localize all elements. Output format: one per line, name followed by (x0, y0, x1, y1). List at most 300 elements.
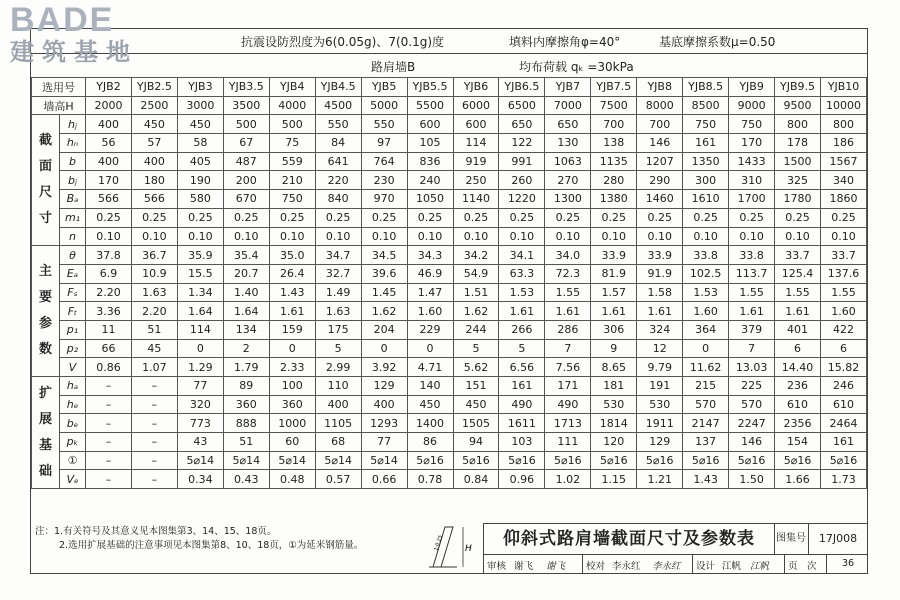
section-title: 截 面 尺 寸 (32, 115, 60, 246)
value-cell: 1567 (821, 152, 867, 171)
model-cell: YJB6 (453, 78, 499, 97)
value-cell: 34.5 (361, 246, 407, 265)
value-cell: 1.07 (131, 358, 177, 377)
value-cell: 220 (315, 171, 361, 190)
value-cell: 360 (269, 395, 315, 414)
value-cell: 5 (315, 339, 361, 358)
value-cell: 0.10 (775, 227, 821, 246)
value-cell: 340 (821, 171, 867, 190)
value-cell: 773 (177, 414, 223, 433)
value-cell: 1911 (637, 414, 683, 433)
value-cell: 100 (269, 377, 315, 396)
designer-name: 江帆 (722, 561, 742, 572)
value-cell: 919 (453, 152, 499, 171)
table-row (32, 171, 867, 190)
parameter-symbol: Vₑ (60, 470, 86, 489)
value-cell: 0.25 (223, 208, 269, 227)
signature-row (484, 554, 868, 574)
value-cell: 270 (545, 171, 591, 190)
value-cell: 7 (729, 339, 775, 358)
value-cell: 450 (453, 395, 499, 414)
value-cell: 34.3 (407, 246, 453, 265)
value-cell: 210 (269, 171, 315, 190)
value-cell: 114 (177, 320, 223, 339)
parameter-symbol: bⱼ (60, 171, 86, 190)
proofer-name: 李永红 (612, 561, 641, 572)
value-cell: 190 (177, 171, 223, 190)
value-cell: 566 (86, 190, 132, 209)
parameter-symbol: Eₐ (60, 264, 86, 283)
value-cell: 6 (775, 339, 821, 358)
value-cell: 1.61 (637, 302, 683, 321)
table-row (32, 470, 867, 489)
height-cell: 6500 (499, 96, 545, 115)
value-cell: 12 (637, 339, 683, 358)
value-cell: 122 (499, 134, 545, 153)
model-cell: YJB8 (637, 78, 683, 97)
value-cell: 5⌀14 (361, 451, 407, 470)
value-cell: 1780 (775, 190, 821, 209)
value-cell: 1.63 (315, 302, 361, 321)
proof-label: 校对 (586, 561, 606, 572)
page-label: 页 次 (788, 561, 817, 572)
value-cell: 0.10 (821, 227, 867, 246)
value-cell: 320 (177, 395, 223, 414)
value-cell: 5.62 (453, 358, 499, 377)
value-cell: 151 (453, 377, 499, 396)
value-cell: – (86, 377, 132, 396)
reviewer-signature: 谢飞 (546, 561, 566, 572)
value-cell: 1300 (545, 190, 591, 209)
value-cell: 146 (729, 433, 775, 452)
value-cell: 1.60 (821, 302, 867, 321)
value-cell: 650 (499, 115, 545, 134)
model-cell: YJB7 (545, 78, 591, 97)
height-cell: 3000 (177, 96, 223, 115)
value-cell: 1.43 (683, 470, 729, 489)
value-cell: 4.71 (407, 358, 453, 377)
value-cell: 111 (545, 433, 591, 452)
value-cell: 134 (223, 320, 269, 339)
value-cell: 1135 (591, 152, 637, 171)
value-cell: 840 (315, 190, 361, 209)
height-label: H (465, 544, 472, 554)
model-cell: YJB2.5 (131, 78, 177, 97)
value-cell: 1.55 (545, 283, 591, 302)
value-cell: 34.2 (453, 246, 499, 265)
value-cell: 0.10 (637, 227, 683, 246)
value-cell: 1000 (269, 414, 315, 433)
value-cell: 125.4 (775, 264, 821, 283)
value-cell: 33.7 (821, 246, 867, 265)
model-cell: YJB4 (269, 78, 315, 97)
parameter-symbol: p₁ (60, 320, 86, 339)
brand-logo-text: BADE (10, 1, 115, 39)
value-cell: – (131, 377, 177, 396)
value-cell: 0.86 (86, 358, 132, 377)
value-cell: 1.73 (821, 470, 867, 489)
value-cell: 1.02 (545, 470, 591, 489)
parameter-symbol: b (60, 152, 86, 171)
value-cell: 2 (223, 339, 269, 358)
value-cell: 0.25 (775, 208, 821, 227)
height-cell: 8500 (683, 96, 729, 115)
note-line-1: 注：1.有关符号及其意义见本图集第3、14、15、18页。 (35, 526, 277, 537)
model-cell: YJB10 (821, 78, 867, 97)
value-cell: 13.03 (729, 358, 775, 377)
value-cell: 1.55 (821, 283, 867, 302)
value-cell: 0.10 (729, 227, 775, 246)
value-cell: 490 (499, 395, 545, 414)
value-cell: 129 (361, 377, 407, 396)
page-number: 36 (842, 558, 855, 569)
value-cell: 0.25 (177, 208, 223, 227)
value-cell: 34.0 (545, 246, 591, 265)
value-cell: 0.25 (637, 208, 683, 227)
value-cell: 161 (499, 377, 545, 396)
value-cell: – (86, 414, 132, 433)
height-cell: 4000 (269, 96, 315, 115)
friction-angle: 填料内摩擦角φ=40° (509, 35, 621, 49)
seismic-intensity: 抗震设防烈度为6(0.05g)、7(0.1g)度 (241, 35, 445, 49)
value-cell: 1.47 (407, 283, 453, 302)
value-cell: 1.62 (361, 302, 407, 321)
value-cell: 266 (499, 320, 545, 339)
value-cell: 1105 (315, 414, 361, 433)
value-cell: 5⌀16 (775, 451, 821, 470)
value-cell: 2147 (683, 414, 729, 433)
value-cell: 43 (177, 433, 223, 452)
value-cell: 0.25 (821, 208, 867, 227)
value-cell: 33.8 (683, 246, 729, 265)
parameter-symbol: hₐ (60, 377, 86, 396)
value-cell: 120 (591, 433, 637, 452)
value-cell: 530 (637, 395, 683, 414)
value-cell: 72.3 (545, 264, 591, 283)
value-cell: 7.56 (545, 358, 591, 377)
parameter-symbol: V (60, 358, 86, 377)
value-cell: 0.25 (407, 208, 453, 227)
model-cell: YJB9 (729, 78, 775, 97)
table-row (32, 339, 867, 358)
value-cell: 1293 (361, 414, 407, 433)
value-cell: 306 (591, 320, 637, 339)
value-cell: 0.25 (86, 208, 132, 227)
value-cell: – (131, 395, 177, 414)
note-line-2: 2.选用扩展基础的注意事项见本图集第8、10、18页，①为延米钢筋量。 (59, 540, 364, 551)
value-cell: 600 (407, 115, 453, 134)
value-cell: 35.0 (269, 246, 315, 265)
height-cell: 9000 (729, 96, 775, 115)
value-cell: 570 (729, 395, 775, 414)
value-cell: 6 (821, 339, 867, 358)
height-cell: 7500 (591, 96, 637, 115)
value-cell: 1.61 (591, 302, 637, 321)
table-row (32, 134, 867, 153)
value-cell: 105 (407, 134, 453, 153)
value-cell: 161 (683, 134, 729, 153)
value-cell: 66 (86, 339, 132, 358)
value-cell: 175 (315, 320, 361, 339)
value-cell: 670 (223, 190, 269, 209)
value-cell: 1.51 (453, 283, 499, 302)
value-cell: 0.10 (545, 227, 591, 246)
value-cell: 6.56 (499, 358, 545, 377)
value-cell: 170 (729, 134, 775, 153)
value-cell: 1050 (407, 190, 453, 209)
value-cell: 650 (545, 115, 591, 134)
wall-type: 路肩墙B (371, 60, 416, 74)
value-cell: 1.58 (637, 283, 683, 302)
atlas-label: 图集号 (774, 524, 809, 555)
value-cell: 10.9 (131, 264, 177, 283)
value-cell: 1.21 (637, 470, 683, 489)
value-cell: 129 (637, 433, 683, 452)
value-cell: 225 (729, 377, 775, 396)
parameter-symbol: Fₜ (60, 302, 86, 321)
value-cell: 290 (637, 171, 683, 190)
value-cell: 0.10 (223, 227, 269, 246)
height-cell: 4500 (315, 96, 361, 115)
value-cell: 5⌀16 (821, 451, 867, 470)
value-cell: 33.7 (775, 246, 821, 265)
value-cell: 0.48 (269, 470, 315, 489)
value-cell: 1.60 (407, 302, 453, 321)
value-cell: 1.55 (775, 283, 821, 302)
value-cell: 0.10 (361, 227, 407, 246)
value-cell: 51 (131, 320, 177, 339)
value-cell: 11.62 (683, 358, 729, 377)
model-cell: YJB7.5 (591, 78, 637, 97)
value-cell: 422 (821, 320, 867, 339)
value-cell: 154 (775, 433, 821, 452)
parameter-symbol: θ (60, 246, 86, 265)
table-row (32, 377, 867, 396)
value-cell: 0.25 (315, 208, 361, 227)
design-label: 设计 (696, 561, 716, 572)
value-cell: 86 (407, 433, 453, 452)
value-cell: 0.57 (315, 470, 361, 489)
value-cell: 11 (86, 320, 132, 339)
height-label: 墙高H (32, 96, 86, 115)
value-cell: 0 (407, 339, 453, 358)
value-cell: 5⌀16 (637, 451, 683, 470)
value-cell: 550 (315, 115, 361, 134)
value-cell: 178 (775, 134, 821, 153)
value-cell: 33.9 (637, 246, 683, 265)
value-cell: 191 (637, 377, 683, 396)
value-cell: 487 (223, 152, 269, 171)
value-cell: 610 (775, 395, 821, 414)
value-cell: 1380 (591, 190, 637, 209)
value-cell: 0 (269, 339, 315, 358)
value-cell: 2356 (775, 414, 821, 433)
parameter-symbol: p₂ (60, 339, 86, 358)
model-cell: YJB3 (177, 78, 223, 97)
value-cell: 1814 (591, 414, 637, 433)
table-row (32, 264, 867, 283)
value-cell: 1.64 (223, 302, 269, 321)
value-cell: 1.62 (453, 302, 499, 321)
value-cell: 35.4 (223, 246, 269, 265)
value-cell: 800 (821, 115, 867, 134)
value-cell: – (131, 414, 177, 433)
value-cell: 280 (591, 171, 637, 190)
value-cell: 1.55 (729, 283, 775, 302)
value-cell: 51 (223, 433, 269, 452)
height-cell: 3500 (223, 96, 269, 115)
value-cell: 244 (453, 320, 499, 339)
value-cell: 3.36 (86, 302, 132, 321)
table-row (32, 358, 867, 377)
value-cell: 5⌀14 (223, 451, 269, 470)
drawing-sheet (30, 28, 868, 574)
table-row (32, 227, 867, 246)
value-cell: 60 (269, 433, 315, 452)
value-cell: 0.10 (407, 227, 453, 246)
value-cell: 325 (775, 171, 821, 190)
value-cell: 1.40 (223, 283, 269, 302)
value-cell: 750 (729, 115, 775, 134)
value-cell: 102.5 (683, 264, 729, 283)
value-cell: 97 (361, 134, 407, 153)
value-cell: 20.7 (223, 264, 269, 283)
value-cell: 34.7 (315, 246, 361, 265)
value-cell: 1505 (453, 414, 499, 433)
value-cell: 0.10 (131, 227, 177, 246)
value-cell: 1140 (453, 190, 499, 209)
model-cell: YJB8.5 (683, 78, 729, 97)
value-cell: 180 (131, 171, 177, 190)
value-cell: 110 (315, 377, 361, 396)
value-cell: 5⌀16 (545, 451, 591, 470)
value-cell: 229 (407, 320, 453, 339)
atlas-number: 17J008 (808, 524, 868, 555)
value-cell: 1.61 (775, 302, 821, 321)
value-cell: 34.1 (499, 246, 545, 265)
value-cell: 5⌀14 (269, 451, 315, 470)
parameter-symbol: hₙ (60, 134, 86, 153)
value-cell: 36.7 (131, 246, 177, 265)
value-cell: 364 (683, 320, 729, 339)
table-row (32, 451, 867, 470)
value-cell: 5⌀16 (407, 451, 453, 470)
section-title: 主 要 参 数 (32, 246, 60, 377)
notes (35, 525, 363, 553)
value-cell: 113.7 (729, 264, 775, 283)
height-cell: 2500 (131, 96, 177, 115)
value-cell: 700 (591, 115, 637, 134)
value-cell: 5 (453, 339, 499, 358)
value-cell: 5⌀16 (591, 451, 637, 470)
value-cell: 1860 (821, 190, 867, 209)
value-cell: 1.34 (177, 283, 223, 302)
value-cell: – (86, 433, 132, 452)
value-cell: 0.25 (545, 208, 591, 227)
value-cell: 260 (499, 171, 545, 190)
table-row (32, 395, 867, 414)
value-cell: 0.25 (131, 208, 177, 227)
value-cell: 0.25 (453, 208, 499, 227)
value-cell: 0 (177, 339, 223, 358)
value-cell: 46.9 (407, 264, 453, 283)
value-cell: 1460 (637, 190, 683, 209)
value-cell: 3.92 (361, 358, 407, 377)
value-cell: 324 (637, 320, 683, 339)
value-cell: 84 (315, 134, 361, 153)
value-cell: 1207 (637, 152, 683, 171)
value-cell: 550 (361, 115, 407, 134)
title-block (483, 523, 868, 574)
parameter-symbol: pₖ (60, 433, 86, 452)
value-cell: 15.5 (177, 264, 223, 283)
value-cell: 0.25 (499, 208, 545, 227)
value-cell: – (86, 395, 132, 414)
value-cell: – (86, 470, 132, 489)
value-cell: 888 (223, 414, 269, 433)
value-cell: 2.20 (131, 302, 177, 321)
value-cell: 186 (821, 134, 867, 153)
value-cell: 1433 (729, 152, 775, 171)
value-cell: 89 (223, 377, 269, 396)
designer-signature: 江帆 (750, 561, 770, 572)
value-cell: 400 (315, 395, 361, 414)
value-cell: 32.7 (315, 264, 361, 283)
value-cell: – (131, 451, 177, 470)
value-cell: 1.57 (591, 283, 637, 302)
value-cell: 9.79 (637, 358, 683, 377)
value-cell: 77 (361, 433, 407, 452)
value-cell: 836 (407, 152, 453, 171)
value-cell: 130 (545, 134, 591, 153)
value-cell: – (86, 451, 132, 470)
parameter-symbol: m₁ (60, 208, 86, 227)
value-cell: 67 (223, 134, 269, 153)
value-cell: 81.9 (591, 264, 637, 283)
value-cell: 559 (269, 152, 315, 171)
value-cell: 750 (683, 115, 729, 134)
value-cell: 1.79 (223, 358, 269, 377)
value-cell: 1.63 (131, 283, 177, 302)
value-cell: 26.4 (269, 264, 315, 283)
value-cell: 5⌀16 (729, 451, 775, 470)
value-cell: 170 (86, 171, 132, 190)
base-friction: 基底摩擦系数μ=0.50 (659, 35, 776, 49)
value-cell: 570 (683, 395, 729, 414)
value-cell: 9 (591, 339, 637, 358)
brand-logo-subtext: 建筑基地 (10, 38, 138, 66)
value-cell: 246 (821, 377, 867, 396)
wall-section-figure (423, 521, 477, 571)
table-row (32, 433, 867, 452)
value-cell: 566 (131, 190, 177, 209)
value-cell: 7 (545, 339, 591, 358)
value-cell: 0.34 (177, 470, 223, 489)
value-cell: 1713 (545, 414, 591, 433)
parameter-symbol: n (60, 227, 86, 246)
value-cell: 400 (86, 152, 132, 171)
value-cell: 2.99 (315, 358, 361, 377)
table-row (32, 414, 867, 433)
value-cell: 0.25 (361, 208, 407, 227)
value-cell: 0.10 (269, 227, 315, 246)
value-cell: 58 (177, 134, 223, 153)
value-cell: 33.9 (591, 246, 637, 265)
value-cell: 137 (683, 433, 729, 452)
value-cell: 5⌀16 (453, 451, 499, 470)
value-cell: 0.25 (591, 208, 637, 227)
value-cell: 138 (591, 134, 637, 153)
